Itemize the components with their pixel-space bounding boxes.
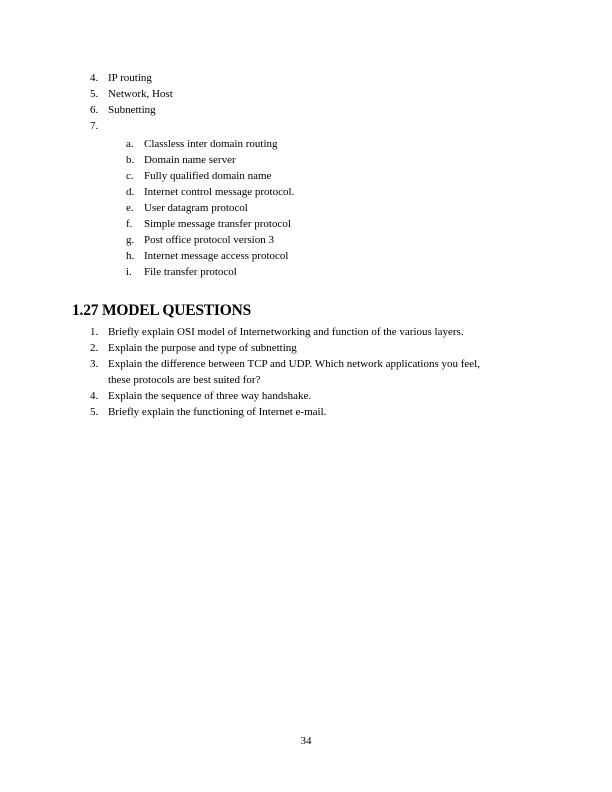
question-number: 5.: [90, 406, 99, 418]
answer-number: 5.: [90, 88, 99, 100]
question-text: Briefly explain the functioning of Internet e-mail.: [108, 406, 327, 418]
sub-list-item: [0, 200, 612, 216]
answer-sub-list: [0, 136, 612, 280]
sub-list-item: [0, 216, 612, 232]
sub-item-text: Post office protocol version 3: [144, 234, 274, 246]
sub-item-text: Fully qualified domain name: [144, 170, 272, 182]
question-number: 3.: [90, 358, 99, 370]
question-number: 2.: [90, 342, 99, 354]
sub-item-letter: h.: [126, 250, 135, 262]
question-continuation: [0, 372, 612, 388]
sub-list-item: [0, 152, 612, 168]
answer-text: Subnetting: [108, 104, 156, 116]
question-text: Explain the purpose and type of subnetting: [108, 342, 297, 354]
answer-item: [0, 118, 612, 134]
answer-number: 6.: [90, 104, 99, 116]
sub-item-letter: e.: [126, 202, 134, 214]
sub-item-text: Classless inter domain routing: [144, 138, 278, 150]
sub-item-letter: b.: [126, 154, 135, 166]
sub-list-item: [0, 184, 612, 200]
section-heading: 1.27 MODEL QUESTIONS: [72, 302, 252, 319]
question-item: [0, 404, 612, 420]
question-number: 4.: [90, 390, 99, 402]
answer-item: [0, 86, 612, 102]
sub-item-text: Domain name server: [144, 154, 236, 166]
answer-number: 4.: [90, 72, 99, 84]
sub-list-item: [0, 136, 612, 152]
answer-number: 7.: [90, 120, 99, 132]
answer-item: [0, 70, 612, 86]
sub-item-letter: g.: [126, 234, 135, 246]
question-text: Explain the sequence of three way handshake.: [108, 390, 312, 402]
sub-item-text: Internet control message protocol.: [144, 186, 295, 198]
question-item: [0, 388, 612, 404]
question-item: [0, 324, 612, 340]
model-questions-list: [0, 324, 612, 420]
sub-item-text: Simple message transfer protocol: [144, 218, 291, 230]
sub-item-letter: d.: [126, 186, 135, 198]
question-text: Briefly explain OSI model of Internetworking and function of the various layers.: [108, 326, 464, 338]
question-item: [0, 356, 612, 372]
answer-item: [0, 102, 612, 118]
sub-item-text: User datagram protocol: [144, 202, 248, 214]
answer-list: [0, 70, 612, 280]
page-number: 34: [300, 735, 312, 747]
answer-text: Network, Host: [108, 88, 173, 100]
sub-item-letter: i.: [126, 266, 132, 278]
sub-list-item: [0, 248, 612, 264]
sub-list-item: [0, 168, 612, 184]
question-number: 1.: [90, 326, 99, 338]
question-text: Explain the difference between TCP and UDP. Which network applications you feel,: [108, 358, 480, 370]
sub-item-letter: c.: [126, 170, 134, 182]
sub-item-text: Internet message access protocol: [144, 250, 289, 262]
sub-list-item: [0, 232, 612, 248]
question-item: [0, 340, 612, 356]
answer-text: IP routing: [108, 72, 152, 84]
sub-item-letter: a.: [126, 138, 134, 150]
sub-list-item: [0, 264, 612, 280]
sub-item-text: File transfer protocol: [144, 266, 237, 278]
sub-item-letter: f.: [126, 218, 133, 230]
question-continuation-text: these protocols are best suited for?: [108, 374, 261, 386]
